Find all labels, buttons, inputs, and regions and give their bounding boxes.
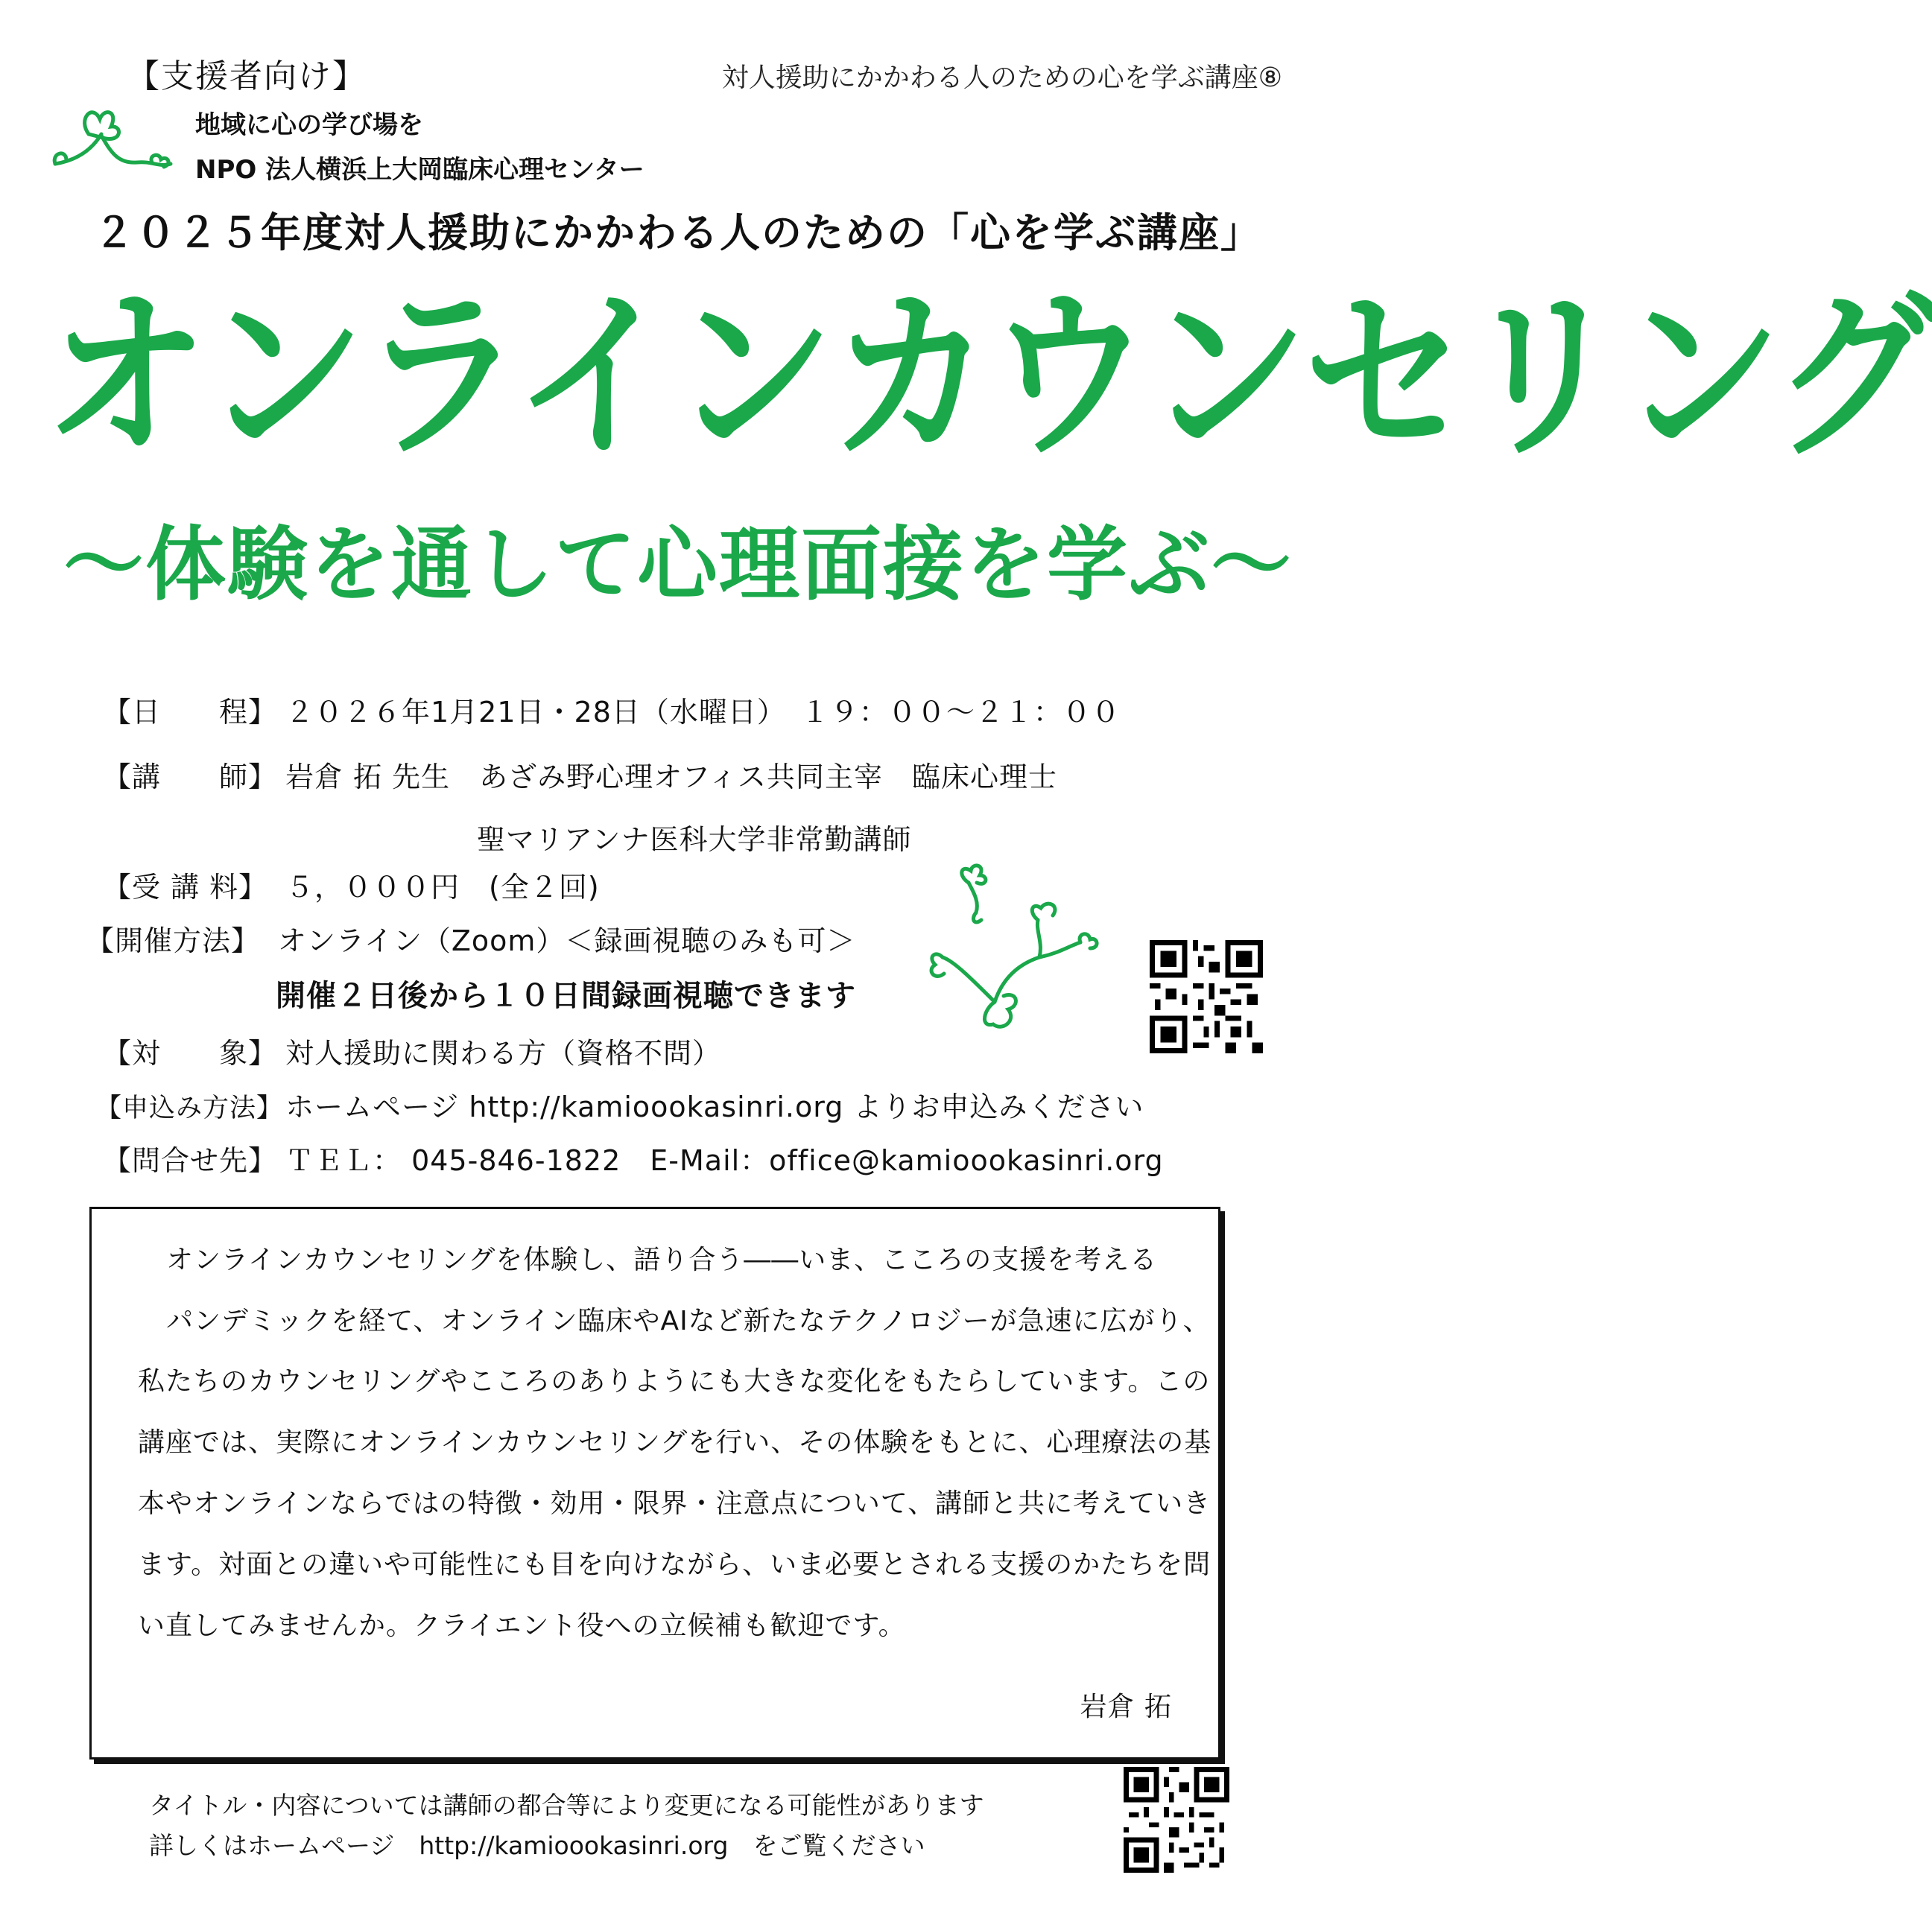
message-heading: オンラインカウンセリングを体験し、語り合う――いま、こころの支援を考える <box>166 1245 1158 1275</box>
message-line-3: 講座では、実際にオンラインカウンセリングを行い、その体験をもとに、心理療法の基 <box>138 1427 1212 1458</box>
method-row <box>86 918 855 959</box>
target-value: 対人援助に関わる方（資格不問） <box>285 1037 722 1070</box>
lecturer-value: 岩倉 拓 先生 あざみ野心理オフィス共同主宰 臨床心理士 <box>285 761 1057 793</box>
fee-label: 【受 講 料】 <box>103 871 268 904</box>
message-line-6: い直してみませんか。クライエント役への立候補も歓迎です。 <box>138 1611 906 1641</box>
message-line-4: 本やオンラインならではの特徴・効用・限界・注意点について、講師と共に考えていき <box>138 1488 1212 1519</box>
footer-notice: タイトル・内容については講師の都合等により変更になる可能性があります <box>149 1791 984 1820</box>
qr-code-icon[interactable] <box>1150 940 1263 1053</box>
contact-value: ＴＥＬ： 045-846-1822 E-Mail：office@kamioookasinri.org <box>285 1144 1164 1177</box>
message-box <box>89 1207 1220 1760</box>
fee-row <box>103 864 600 905</box>
clover-sprouts-icon <box>913 860 1106 1039</box>
method-value: オンライン（Zoom）＜録画視聴のみも可＞ <box>278 924 856 957</box>
apply-label: 【申込み方法】 <box>95 1094 284 1123</box>
contact-label: 【問合せ先】 <box>103 1144 278 1177</box>
sub-title: ～体験を通して心理面接を学ぶ～ <box>63 518 1293 612</box>
org-tagline: 地域に心の学び場を <box>195 110 423 140</box>
main-title: オンラインカウンセリング <box>45 271 1932 483</box>
schedule-label: 【日 程】 <box>103 696 278 729</box>
apply-value: ホームページ http://kamioookasinri.org よりお申込みください <box>285 1091 1144 1123</box>
contact-row <box>103 1137 1164 1178</box>
schedule-row <box>103 689 1121 730</box>
target-row <box>103 1030 721 1071</box>
lecturer-affiliation: 聖マリアンナ医科大学非常勤講師 <box>477 823 912 856</box>
message-line-2: 私たちのカウンセリングやこころのありようにも大きな変化をもたらしています。この <box>138 1366 1211 1397</box>
lecturer-row <box>103 754 1057 795</box>
schedule-value: ２０２６年1月21日・28日（水曜日） １９：００～２１：００ <box>285 696 1121 729</box>
audience-tag: 【支援者向け】 <box>127 57 367 95</box>
series-label: 対人援助にかかわる人のための心を学ぶ講座⑧ <box>721 63 1282 93</box>
message-signature: 岩倉 拓 <box>1080 1692 1172 1722</box>
qr-code-icon[interactable] <box>1124 1767 1229 1873</box>
message-line-5: ます。対面との違いや可能性にも目を向けながら、いま必要とされる支援のかたちを問 <box>138 1549 1212 1580</box>
footer-homepage: 詳しくはホームページ http://kamioookasinri.org をご覧ください <box>149 1831 925 1860</box>
clover-logo-icon <box>48 89 174 179</box>
org-name: NPO 法人横浜上大岡臨床心理センター <box>195 155 644 185</box>
method-note: 開催２日後から１０日間録画視聴できます <box>276 979 856 1013</box>
course-year-title: ２０２５年度対人援助にかかわる人のための「心を学ぶ講座」 <box>94 209 1262 256</box>
fee-value: ５，０００円 (全２回) <box>285 871 600 904</box>
lecturer-label: 【講 師】 <box>103 761 278 793</box>
apply-row <box>95 1084 1144 1125</box>
message-line-1: パンデミックを経て、オンライン臨床やAIなど新たなテクノロジーが急速に広がり、 <box>166 1306 1211 1336</box>
target-label: 【対 象】 <box>103 1037 278 1070</box>
method-label: 【開催方法】 <box>86 924 261 957</box>
